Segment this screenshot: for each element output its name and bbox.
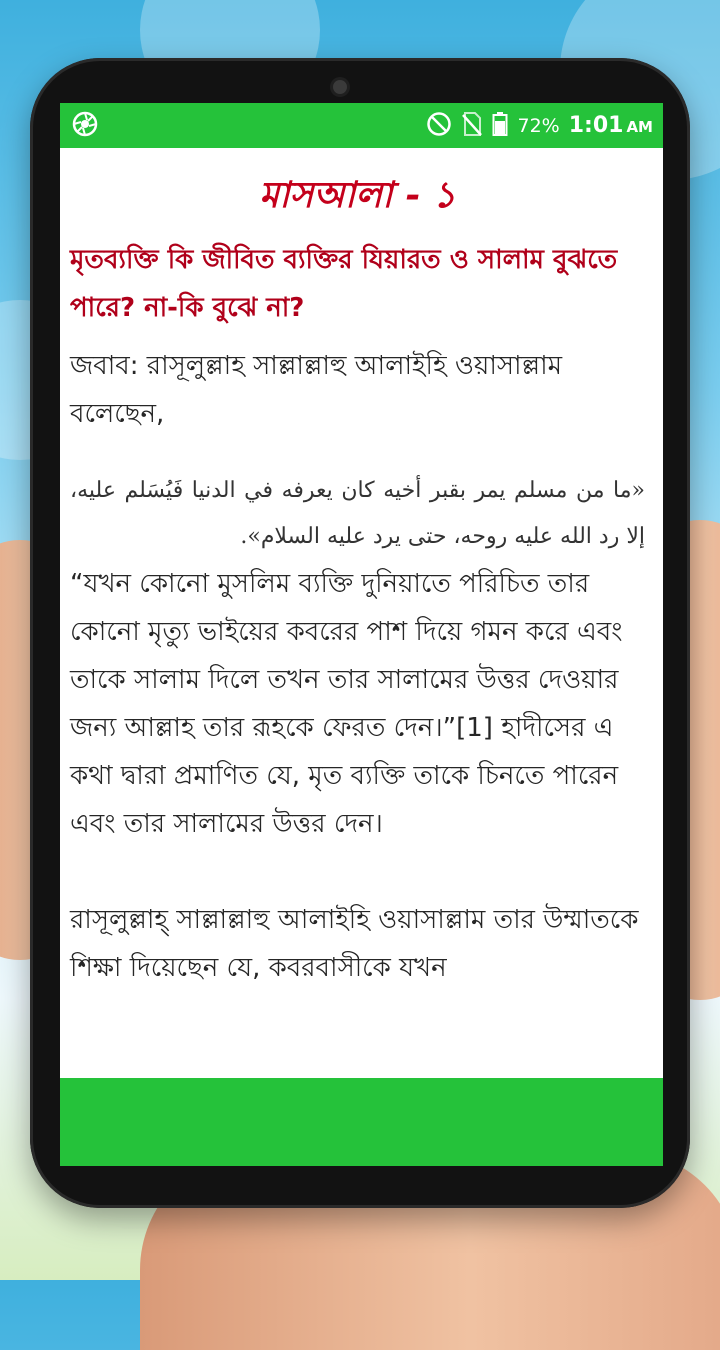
status-bar [60, 103, 663, 148]
next-paragraph: রাসূলুল্লাহ্‌ সাল্লাল্লাহু আলাইহি ওয়াসাল্লাম তার উম্মাতকে শিক্ষা দিয়েছেন যে, কবরবাসীকে যখন [70, 905, 639, 983]
clock-time: 1:01 [568, 113, 624, 138]
do-not-disturb-icon [426, 111, 452, 141]
front-camera [333, 80, 347, 94]
hadith-translation: “যখন কোনো মুসলিম ব্যক্তি দুনিয়াতে পরিচিত তার কোনো মৃত্যু ভাইয়ের কবরের পাশ দিয়ে গমন করে এবং তাকে সালাম দিলে তখন তার সালামের উত্তর দেওয়ার জন্য আল্লাহ তার রূহকে ফেরত দেন।”[1] হাদীসের এ কথা দ্বারা প্রমাণিত যে, মৃত ব্যক্তি তাকে চিনতে পারেন এবং তার সালামের উত্তর দেন। [70, 569, 623, 839]
article-question: মৃতব্যক্তি কি জীবিত ব্যক্তির যিয়ারত ও সালাম বুঝতে পারে? না-কি বুঝে না? [70, 245, 618, 323]
battery-percent: 72% [517, 114, 560, 137]
bottom-banner-bar[interactable] [60, 1078, 663, 1166]
arabic-hadith: «ما من مسلم يمر بقبر أخيه كان يعرفه في الدنيا فَيُسَلم عليه، إلا رد الله عليه روحه، حتى يرد عليه السلام». [70, 478, 645, 549]
aperture-icon [72, 111, 98, 141]
app-screen [60, 103, 663, 1166]
article-content[interactable] [60, 168, 663, 992]
clock-ampm: AM [626, 118, 653, 136]
battery-icon [492, 111, 508, 141]
article-heading: মাসআলা - ১ [259, 174, 456, 216]
answer-intro: জবাব: রাসূলুল্লাহ সাল্লাল্লাহু আলাইহি ওয়াসাল্লাম বলেছেন, [70, 351, 563, 429]
clock [569, 113, 653, 138]
no-sim-icon [461, 111, 483, 141]
